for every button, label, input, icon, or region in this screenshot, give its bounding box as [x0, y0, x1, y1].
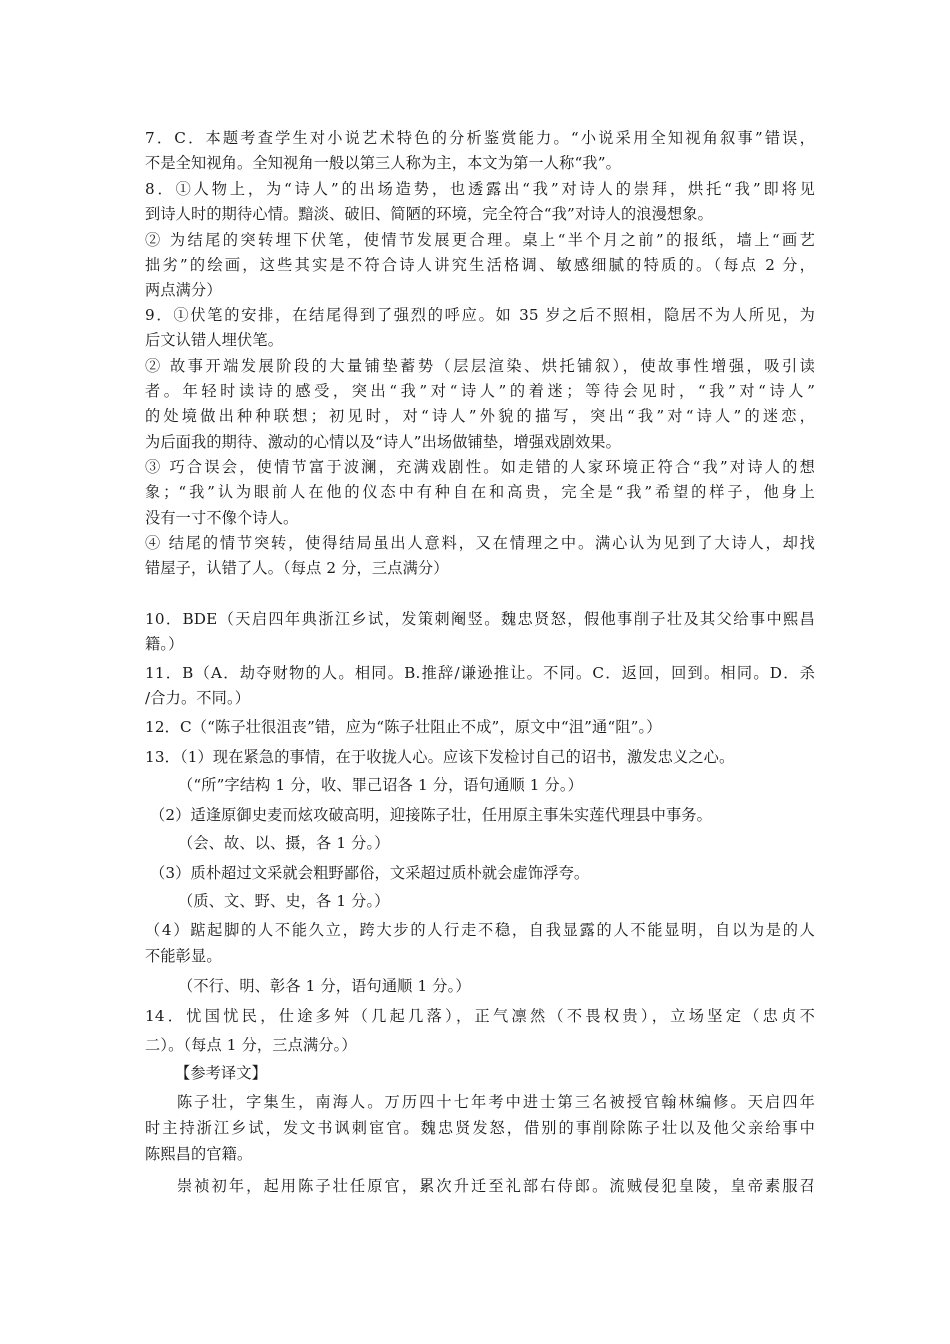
text-line: 陈子壮，字集生，南海人。万历四十七年考中进士第三名被授官翰林编修。天启四年	[177, 1093, 815, 1111]
text-line: 陈熙昌的官籍。	[145, 1145, 253, 1163]
text-line: 象；“我”认为眼前人在他的仪态中有种自在和高贵，完全是“我”希望的样子，他身上	[145, 483, 815, 501]
text-line: 籍。）	[145, 635, 184, 653]
text-line: 时主持浙江乡试，发文书讽刺宦官。魏忠贤发怒，借别的事削除陈子壮以及他父亲给事中	[145, 1119, 815, 1137]
text-line: 7．C．本题考查学生对小说艺术特色的分析鉴赏能力。“小说采用全知视角叙事”错误，	[145, 129, 815, 147]
text-line: 后文认错人埋伏笔。	[145, 331, 284, 349]
section-heading: 【参考译文】	[175, 1064, 268, 1082]
text-line: （3）质朴超过文采就会粗野鄙俗，文采超过质朴就会虚饰浮夸。	[150, 864, 590, 882]
text-line: ② 故事开端发展阶段的大量铺垫蓄势（层层渲染、烘托铺叙），使故事性增强，吸引读	[145, 357, 815, 375]
text-line: ④ 结尾的情节突转，使得结局虽出人意料，又在情理之中。满心认为见到了大诗人，却找	[145, 534, 815, 552]
text-line: 崇祯初年，起用陈子壮任原官，累次升迁至礼部右侍郎。流贼侵犯皇陵，皇帝素服召	[177, 1177, 815, 1195]
text-line: 到诗人时的期待心情。黯淡、破旧、简陋的环境，完全符合“我”对诗人的浪漫想象。	[145, 205, 713, 223]
text-line: （质、文、野、史，各 1 分。）	[178, 892, 390, 910]
text-line: 的处境做出种种联想；初见时，对“诗人”外貌的描写，突出“我”对“诗人”的迷恋，	[145, 407, 815, 425]
text-line: ③ 巧合误会，使情节富于波澜，充满戏剧性。如走错的人家环境正符合“我”对诗人的想	[145, 458, 815, 476]
text-line: （2）适逢原御史麦而炫攻破高明，迎接陈子壮，任用原主事朱实莲代理县中事务。	[150, 806, 712, 824]
text-line: 错屋子，认错了人。（每点 2 分，三点满分）	[145, 559, 449, 577]
text-line: ② 为结尾的突转埋下伏笔，使情节发展更合理。桌上“半个月之前”的报纸，墙上“画艺	[145, 231, 815, 249]
text-line: （4）踮起脚的人不能久立，跨大步的人行走不稳，自我显露的人不能显明，自以为是的人	[145, 921, 815, 939]
text-line: 10．BDE（天启四年典浙江乡试，发策刺阉竖。魏忠贤怒，假他事削子壮及其父给事中熙昌	[145, 610, 815, 628]
text-line: 9．①伏笔的安排，在结尾得到了强烈的呼应。如 35 岁之后不照相，隐居不为人所见，为	[145, 306, 815, 324]
text-line: 二）。（每点 1 分，三点满分。）	[145, 1036, 357, 1054]
text-line: 不是全知视角。全知视角一般以第三人称为主，本文为第一人称“我”。	[145, 154, 621, 172]
text-line: /合力。不同。）	[145, 689, 251, 707]
text-line: 8．①人物上，为“诗人”的出场造势，也透露出“我”对诗人的崇拜，烘托“我”即将见	[145, 180, 815, 198]
text-line: 者。年轻时读诗的感受，突出“我”对“诗人”的着迷；等待会见时，“我”对“诗人”	[145, 382, 815, 400]
text-line: 14．忧国忧民，仕途多舛（几起几落），正气凛然（不畏权贵），立场坚定（忠贞不	[145, 1007, 815, 1025]
text-line: 13．（1）现在紧急的事情，在于收拢人心。应该下发检讨自己的诏书，激发忠义之心。	[145, 748, 735, 766]
text-line: 不能彰显。	[145, 947, 222, 965]
text-line: 拙劣”的绘画，这些其实是不符合诗人讲究生活格调、敏感细腻的特质的。（每点 2 分，	[145, 256, 815, 274]
text-line: 为后面我的期待、激动的心情以及“诗人”出场做铺垫，增强戏剧效果。	[145, 433, 621, 451]
text-line: （会、故、以、摄，各 1 分。）	[178, 834, 390, 852]
text-line: 12．C（“陈子壮很沮丧”错，应为“陈子壮阻止不成”，原文中“沮”通“阻”。）	[145, 718, 662, 736]
text-line: 11．B（A．劫夺财物的人。相同。B.推辞/谦逊推让。不同。C．返回，回到。相同。D．杀	[145, 664, 815, 682]
text-line: 两点满分）	[145, 281, 222, 299]
text-line: 没有一寸不像个诗人。	[145, 509, 299, 527]
text-line: （“所”字结构 1 分，收、罪己诏各 1 分，语句通顺 1 分。）	[178, 776, 583, 794]
text-line: （不行、明、彰各 1 分，语句通顺 1 分。）	[178, 977, 471, 995]
